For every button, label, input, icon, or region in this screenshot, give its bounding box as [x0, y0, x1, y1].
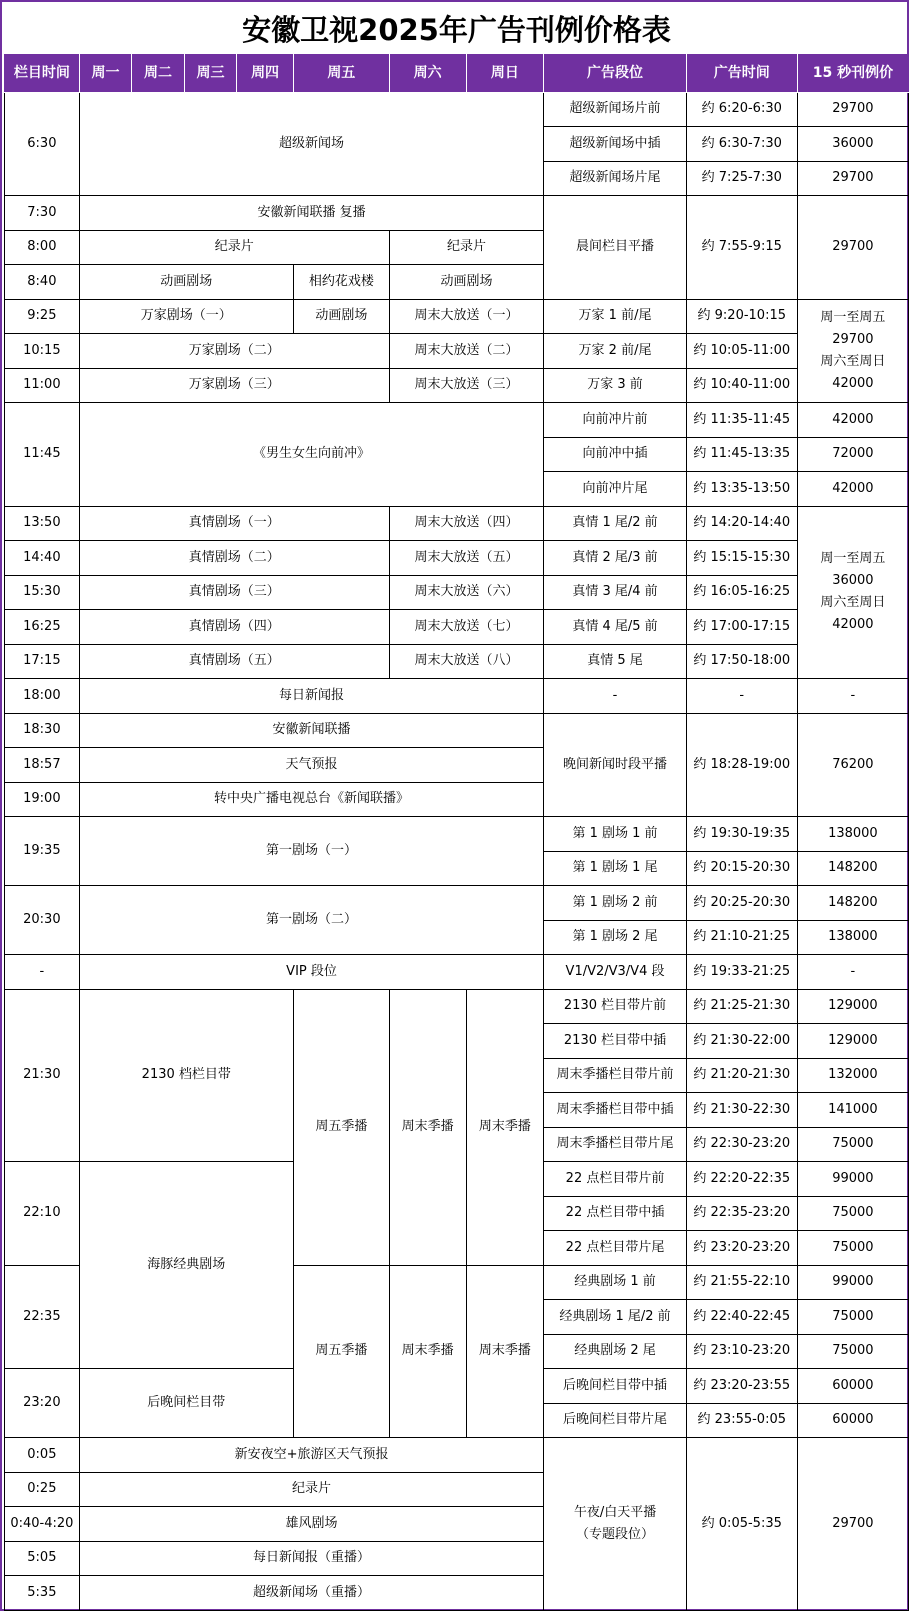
price-cell: 75000: [797, 1231, 908, 1266]
program-cell: 周末大放送（一）: [389, 299, 544, 334]
header-cell: 周四: [237, 55, 294, 93]
price-cell: 129000: [797, 989, 908, 1024]
ad-time-cell: 约 19:30-19:35: [686, 817, 797, 852]
ad-time-cell: 约 14:20-14:40: [686, 506, 797, 541]
table-row: [5, 679, 909, 714]
program-cell: 超级新闻场: [79, 92, 544, 196]
time-cell: 18:00: [5, 679, 80, 714]
program-cell: 万家剧场（一）: [79, 299, 293, 334]
ad-slot-cell: 周末季播栏目带片前: [544, 1058, 686, 1093]
program-cell: 周末大放送（八）: [389, 644, 544, 679]
time-cell: 11:45: [5, 403, 80, 507]
price-cell: 132000: [797, 1058, 908, 1093]
ad-slot-cell: 真情 1 尾/2 前: [544, 506, 686, 541]
ad-slot-cell: [544, 1438, 686, 1611]
ad-time-cell: 约 16:05-16:25: [686, 575, 797, 610]
time-cell: 22:10: [5, 1162, 80, 1266]
header-cell: 周二: [132, 55, 185, 93]
price-cell: 75000: [797, 1127, 908, 1162]
ad-slot-cell: 2130 栏目带中插: [544, 1024, 686, 1059]
program-cell: 真情剧场（五）: [79, 644, 389, 679]
program-cell: 每日新闻报（重播）: [79, 1541, 544, 1576]
price-line: 周六至周日: [820, 595, 886, 611]
ad-slot-cell: 22 点栏目带片尾: [544, 1231, 686, 1266]
table-row: [5, 92, 909, 127]
time-cell: 11:00: [5, 368, 80, 403]
header-cell: 广告段位: [544, 55, 686, 93]
program-cell: 天气预报: [79, 748, 544, 783]
price-cell: 75000: [797, 1196, 908, 1231]
ad-time-cell: 约 7:55-9:15: [686, 196, 797, 300]
time-cell: 18:30: [5, 713, 80, 748]
header-cell: 周六: [389, 55, 466, 93]
price-cell: 36000: [797, 127, 908, 162]
price-cell: [797, 299, 908, 403]
ad-time-cell: 约 21:25-21:30: [686, 989, 797, 1024]
ad-slot-cell: -: [544, 679, 686, 714]
program-cell: 周末季播: [389, 1265, 466, 1438]
ad-slot-cell: 后晚间栏目带片尾: [544, 1403, 686, 1438]
header-cell: 栏目时间: [5, 55, 80, 93]
table-row: [5, 541, 909, 576]
ad-slot-cell: 向前冲片前: [544, 403, 686, 438]
program-cell: 安徽新闻联播 复播: [79, 196, 544, 231]
time-cell: 10:15: [5, 334, 80, 369]
price-line: 周六至周日: [820, 353, 886, 369]
ad-slot-line: （专题段位）: [576, 1527, 655, 1543]
price-cell: 76200: [797, 713, 908, 817]
time-cell: 15:30: [5, 575, 80, 610]
price-cell: 60000: [797, 1369, 908, 1404]
program-cell: 动画剧场: [79, 265, 293, 300]
ad-slot-cell: 第 1 剧场 1 前: [544, 817, 686, 852]
ad-time-cell: 约 23:10-23:20: [686, 1334, 797, 1369]
program-cell: 真情剧场（一）: [79, 506, 389, 541]
program-cell: 周末大放送（六）: [389, 575, 544, 610]
time-cell: 0:05: [5, 1438, 80, 1473]
ad-slot-cell: 晨间栏目平播: [544, 196, 686, 300]
ad-time-cell: 约 21:55-22:10: [686, 1265, 797, 1300]
ad-slot-cell: V1/V2/V3/V4 段: [544, 955, 686, 990]
ad-time-cell: 约 6:20-6:30: [686, 92, 797, 127]
price-cell: 29700: [797, 92, 908, 127]
ad-time-cell: 约 10:40-11:00: [686, 368, 797, 403]
ad-slot-cell: 超级新闻场片前: [544, 92, 686, 127]
program-cell: 超级新闻场（重播）: [79, 1576, 544, 1611]
table-row: [5, 713, 909, 748]
program-cell: 周末大放送（七）: [389, 610, 544, 645]
ad-time-cell: 约 22:35-23:20: [686, 1196, 797, 1231]
ad-time-cell: 约 22:20-22:35: [686, 1162, 797, 1197]
ad-slot-cell: 第 1 剧场 2 尾: [544, 920, 686, 955]
ad-time-cell: 约 20:25-20:30: [686, 886, 797, 921]
ad-time-cell: 约 21:10-21:25: [686, 920, 797, 955]
ad-slot-cell: 经典剧场 1 尾/2 前: [544, 1300, 686, 1335]
program-cell: 周末季播: [389, 989, 466, 1265]
ad-slot-cell: 向前冲片尾: [544, 472, 686, 507]
ad-slot-cell: 真情 3 尾/4 前: [544, 575, 686, 610]
time-cell: 23:20: [5, 1369, 80, 1438]
ad-slot-line: 午夜/白天平播: [573, 1505, 657, 1521]
program-cell: 周末季播: [466, 1265, 544, 1438]
header-cell: 周一: [79, 55, 132, 93]
program-cell: 周末大放送（二）: [389, 334, 544, 369]
header-cell: 周日: [466, 55, 544, 93]
price-cell: 29700: [797, 196, 908, 300]
ad-time-cell: 约 23:55-0:05: [686, 1403, 797, 1438]
price-cell: 42000: [797, 472, 908, 507]
program-cell: 真情剧场（三）: [79, 575, 389, 610]
program-cell: 《男生女生向前冲》: [79, 403, 544, 507]
program-cell: 周末季播: [466, 989, 544, 1265]
table-row: [5, 403, 909, 438]
time-cell: 13:50: [5, 506, 80, 541]
price-cell: 42000: [797, 403, 908, 438]
program-cell: 第一剧场（二）: [79, 886, 544, 955]
program-cell: 周末大放送（三）: [389, 368, 544, 403]
ad-slot-cell: 22 点栏目带中插: [544, 1196, 686, 1231]
table-row: [5, 1438, 909, 1473]
price-line: 42000: [832, 617, 874, 633]
ad-slot-cell: 周末季播栏目带片尾: [544, 1127, 686, 1162]
price-line: 周一至周五: [820, 309, 886, 325]
program-cell: 雄风剧场: [79, 1507, 544, 1542]
program-cell: 真情剧场（二）: [79, 541, 389, 576]
time-cell: 22:35: [5, 1265, 80, 1369]
ad-slot-cell: 2130 栏目带片前: [544, 989, 686, 1024]
program-cell: 第一剧场（一）: [79, 817, 544, 886]
ad-slot-cell: 真情 2 尾/3 前: [544, 541, 686, 576]
time-cell: -: [5, 955, 80, 990]
price-table: [4, 54, 909, 1611]
price-cell: 60000: [797, 1403, 908, 1438]
program-cell: 动画剧场: [389, 265, 544, 300]
program-cell: 相约花戏楼: [293, 265, 389, 300]
ad-slot-cell: 后晚间栏目带中插: [544, 1369, 686, 1404]
ad-time-cell: 约 23:20-23:20: [686, 1231, 797, 1266]
ad-time-cell: 约 13:35-13:50: [686, 472, 797, 507]
ad-slot-cell: 真情 4 尾/5 前: [544, 610, 686, 645]
ad-time-cell: 约 11:35-11:45: [686, 403, 797, 438]
table-row: [5, 334, 909, 369]
time-cell: 8:00: [5, 230, 80, 265]
ad-slot-cell: 向前冲中插: [544, 437, 686, 472]
program-cell: 万家剧场（二）: [79, 334, 389, 369]
program-cell: 每日新闻报: [79, 679, 544, 714]
table-row: [5, 196, 909, 231]
table-row: [5, 886, 909, 921]
ad-time-cell: -: [686, 679, 797, 714]
ad-slot-cell: 周末季播栏目带中插: [544, 1093, 686, 1128]
ad-time-cell: 约 21:20-21:30: [686, 1058, 797, 1093]
table-header-row: [5, 55, 909, 93]
price-line: 42000: [832, 375, 874, 391]
ad-slot-cell: 真情 5 尾: [544, 644, 686, 679]
program-cell: 周末大放送（四）: [389, 506, 544, 541]
ad-slot-cell: 经典剧场 2 尾: [544, 1334, 686, 1369]
program-cell: 海豚经典剧场: [79, 1162, 293, 1369]
price-cell: 148200: [797, 851, 908, 886]
ad-slot-cell: 超级新闻场中插: [544, 127, 686, 162]
price-cell: 99000: [797, 1162, 908, 1197]
program-cell: 纪录片: [389, 230, 544, 265]
header-cell: 周三: [184, 55, 237, 93]
ad-slot-cell: 万家 3 前: [544, 368, 686, 403]
price-line: 周一至周五: [820, 551, 886, 567]
ad-slot-cell: 超级新闻场片尾: [544, 161, 686, 196]
ad-slot-cell: 万家 1 前/尾: [544, 299, 686, 334]
ad-time-cell: 约 11:45-13:35: [686, 437, 797, 472]
ad-slot-cell: 第 1 剧场 1 尾: [544, 851, 686, 886]
price-cell: 29700: [797, 161, 908, 196]
price-cell: 138000: [797, 817, 908, 852]
header-cell: 15 秒刊例价: [797, 55, 908, 93]
time-cell: 20:30: [5, 886, 80, 955]
ad-time-cell: 约 15:15-15:30: [686, 541, 797, 576]
ad-slot-cell: 晚间新闻时段平播: [544, 713, 686, 817]
time-cell: 6:30: [5, 92, 80, 196]
time-cell: 17:15: [5, 644, 80, 679]
program-cell: 真情剧场（四）: [79, 610, 389, 645]
time-cell: 8:40: [5, 265, 80, 300]
ad-time-cell: 约 22:30-23:20: [686, 1127, 797, 1162]
price-cell: 141000: [797, 1093, 908, 1128]
price-line: 36000: [832, 573, 874, 589]
ad-time-cell: 约 6:30-7:30: [686, 127, 797, 162]
ad-time-cell: 约 7:25-7:30: [686, 161, 797, 196]
table-row: [5, 644, 909, 679]
time-cell: 19:35: [5, 817, 80, 886]
time-cell: 21:30: [5, 989, 80, 1162]
table-row: [5, 955, 909, 990]
table-row: [5, 989, 909, 1024]
ad-time-cell: 约 21:30-22:00: [686, 1024, 797, 1059]
time-cell: 0:25: [5, 1472, 80, 1507]
program-cell: 后晚间栏目带: [79, 1369, 293, 1438]
time-cell: 16:25: [5, 610, 80, 645]
ad-time-cell: 约 17:50-18:00: [686, 644, 797, 679]
ad-time-cell: 约 18:28-19:00: [686, 713, 797, 817]
price-cell: -: [797, 955, 908, 990]
program-cell: 纪录片: [79, 230, 389, 265]
time-cell: 19:00: [5, 782, 80, 817]
price-cell: -: [797, 679, 908, 714]
time-cell: 14:40: [5, 541, 80, 576]
table-row: [5, 610, 909, 645]
price-cell: 75000: [797, 1300, 908, 1335]
program-cell: 万家剧场（三）: [79, 368, 389, 403]
time-cell: 7:30: [5, 196, 80, 231]
program-cell: 周五季播: [293, 989, 389, 1265]
program-cell: 动画剧场: [293, 299, 389, 334]
price-cell: 99000: [797, 1265, 908, 1300]
ad-time-cell: 约 9:20-10:15: [686, 299, 797, 334]
program-cell: 新安夜空+旅游区天气预报: [79, 1438, 544, 1473]
time-cell: 9:25: [5, 299, 80, 334]
program-cell: VIP 段位: [79, 955, 544, 990]
table-row: [5, 575, 909, 610]
time-cell: 0:40-4:20: [5, 1507, 80, 1542]
price-cell: 72000: [797, 437, 908, 472]
header-cell: 周五: [293, 55, 389, 93]
ad-time-cell: 约 22:40-22:45: [686, 1300, 797, 1335]
program-cell: 安徽新闻联播: [79, 713, 544, 748]
ad-time-cell: 约 17:00-17:15: [686, 610, 797, 645]
price-cell: [797, 506, 908, 679]
time-cell: 5:05: [5, 1541, 80, 1576]
ad-time-cell: 约 19:33-21:25: [686, 955, 797, 990]
price-cell: 29700: [797, 1438, 908, 1611]
table-row: [5, 817, 909, 852]
price-cell: 138000: [797, 920, 908, 955]
price-cell: 148200: [797, 886, 908, 921]
ad-time-cell: 约 10:05-11:00: [686, 334, 797, 369]
program-cell: 转中央广播电视总台《新闻联播》: [79, 782, 544, 817]
ad-time-cell: 约 0:05-5:35: [686, 1438, 797, 1611]
price-line: 29700: [832, 331, 874, 347]
time-cell: 18:57: [5, 748, 80, 783]
table-row: [5, 368, 909, 403]
ad-time-cell: 约 20:15-20:30: [686, 851, 797, 886]
price-cell: 75000: [797, 1334, 908, 1369]
ad-slot-cell: 万家 2 前/尾: [544, 334, 686, 369]
header-cell: 广告时间: [686, 55, 797, 93]
ad-slot-cell: 经典剧场 1 前: [544, 1265, 686, 1300]
program-cell: 周五季播: [293, 1265, 389, 1438]
page-title: 安徽卫视2025年广告刊例价格表: [242, 12, 671, 47]
price-cell: 129000: [797, 1024, 908, 1059]
table-row: [5, 506, 909, 541]
ad-slot-cell: 22 点栏目带片前: [544, 1162, 686, 1197]
program-cell: 2130 档栏目带: [79, 989, 293, 1162]
ad-time-cell: 约 21:30-22:30: [686, 1093, 797, 1128]
time-cell: 5:35: [5, 1576, 80, 1611]
program-cell: 纪录片: [79, 1472, 544, 1507]
ad-slot-cell: 第 1 剧场 2 前: [544, 886, 686, 921]
table-row: [5, 299, 909, 334]
ad-time-cell: 约 23:20-23:55: [686, 1369, 797, 1404]
program-cell: 周末大放送（五）: [389, 541, 544, 576]
